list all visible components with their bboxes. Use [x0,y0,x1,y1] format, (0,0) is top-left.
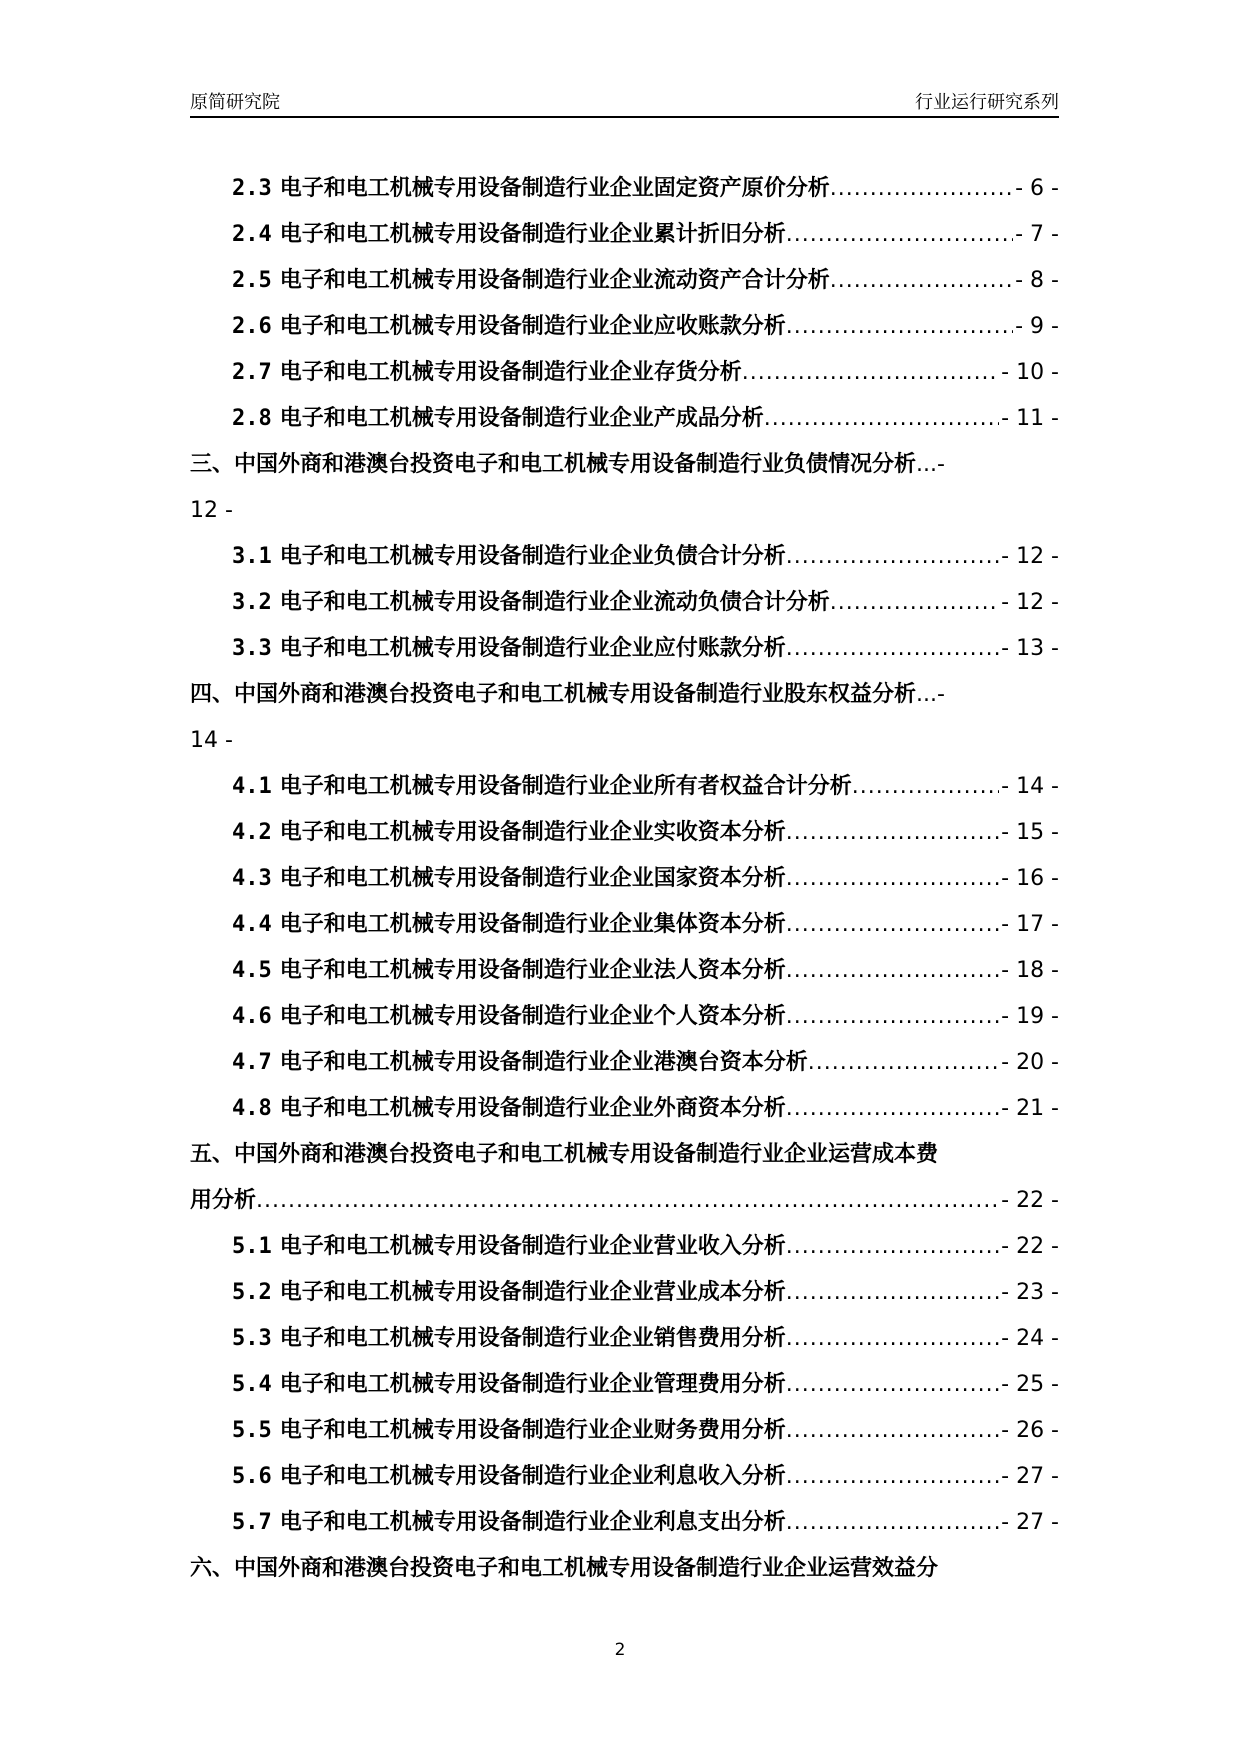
toc-entry-title: 电子和电工机械专用设备制造行业企业港澳台资本分析 [279,1050,808,1075]
toc-leader-dots [786,1500,999,1546]
toc-entry-title: 电子和电工机械专用设备制造行业企业集体资本分析 [279,912,786,937]
toc-leader-dots [786,1316,999,1362]
toc-entry[interactable] [190,580,1059,626]
toc-leader-dots [830,580,999,626]
toc-entry-title: 电子和电工机械专用设备制造行业企业固定资产原价分析 [279,176,830,201]
toc-leader-dots [786,948,999,994]
toc-leader-dots [786,810,999,856]
toc-entry[interactable] [190,1224,1059,1270]
toc-entry-page: - 11 - [1001,406,1059,431]
toc-entry[interactable] [190,1500,1059,1546]
toc-entry[interactable] [190,1086,1059,1132]
toc-leader-dots [786,304,1013,350]
toc-entry-page: - 15 - [1001,820,1059,845]
toc-leader-dots [830,258,1013,304]
toc-entry-number: 5.5 [232,1418,272,1443]
toc-entry-number: 4.4 [232,912,272,937]
toc-entry-number: 2.3 [232,176,272,201]
toc-leader-dots [786,902,999,948]
toc-entry-number: 5.4 [232,1372,272,1397]
toc-chapter-page: 12 - [190,498,233,523]
table-of-contents [190,166,1059,1592]
toc-entry-number: 4.3 [232,866,272,891]
toc-leader-dots [786,856,999,902]
toc-chapter-title: 三、中国外商和港澳台投资电子和电工机械专用设备制造行业负债情况分析 [190,452,917,477]
toc-entry-number: 2.5 [232,268,272,293]
toc-entry-page: - 16 - [1001,866,1059,891]
toc-entry-title: 电子和电工机械专用设备制造行业企业个人资本分析 [279,1004,786,1029]
toc-entry-number: 5.2 [232,1280,272,1305]
toc-entry[interactable] [190,304,1059,350]
toc-leader-dots [786,1224,999,1270]
toc-entry-page: - 12 - [1001,544,1059,569]
toc-entry-number: 4.1 [232,774,272,799]
toc-leader-dots [786,1362,999,1408]
toc-entry[interactable] [190,166,1059,212]
toc-leader-dots [786,1408,999,1454]
toc-entry[interactable] [190,902,1059,948]
toc-leader-dots [852,764,999,810]
toc-leader-dots [830,166,1013,212]
toc-entry[interactable] [190,994,1059,1040]
toc-entry[interactable] [190,1040,1059,1086]
toc-leader-dots [786,994,999,1040]
toc-entry-title: 电子和电工机械专用设备制造行业企业流动资产合计分析 [279,268,830,293]
toc-entry-page: - 20 - [1001,1050,1059,1075]
toc-entry-title: 电子和电工机械专用设备制造行业企业利息支出分析 [279,1510,786,1535]
toc-entry-title: 电子和电工机械专用设备制造行业企业流动负债合计分析 [279,590,830,615]
toc-entry-number: 5.6 [232,1464,272,1489]
toc-entry-page: - 19 - [1001,1004,1059,1029]
toc-entry-title: 电子和电工机械专用设备制造行业企业应付账款分析 [279,636,786,661]
toc-chapter-title-line [190,672,1059,718]
toc-group-4 [190,764,1059,1132]
toc-entry[interactable] [190,1408,1059,1454]
toc-entry[interactable] [190,396,1059,442]
toc-entry[interactable] [190,258,1059,304]
toc-entry-number: 5.1 [232,1234,272,1259]
toc-chapter-title-continuation [190,1178,1059,1224]
toc-chapter-3[interactable] [190,442,1059,534]
toc-entry[interactable] [190,1362,1059,1408]
toc-entry[interactable] [190,764,1059,810]
toc-chapter-title: 六、中国外商和港澳台投资电子和电工机械专用设备制造行业企业运营效益分 [190,1556,939,1581]
toc-entry-page: - 9 - [1015,314,1059,339]
toc-entry-page: - 17 - [1001,912,1059,937]
toc-entry-page: - 27 - [1001,1510,1059,1535]
toc-entry-page: - 25 - [1001,1372,1059,1397]
toc-leader-dots [786,212,1013,258]
toc-leader-dots [808,1040,999,1086]
toc-entry[interactable] [190,1316,1059,1362]
toc-chapter-title-rest: 用分析 [190,1188,257,1213]
toc-entry-page: - 27 - [1001,1464,1059,1489]
toc-entry-title: 电子和电工机械专用设备制造行业企业利息收入分析 [279,1464,786,1489]
toc-entry-title: 电子和电工机械专用设备制造行业企业实收资本分析 [279,820,786,845]
toc-entry-title: 电子和电工机械专用设备制造行业企业产成品分析 [279,406,764,431]
toc-leader-dots: ...- [916,452,945,477]
toc-entry-number: 2.6 [232,314,272,339]
toc-chapter-page: 14 - [190,728,233,753]
toc-entry-title: 电子和电工机械专用设备制造行业企业营业收入分析 [279,1234,786,1259]
toc-entry-page: - 18 - [1001,958,1059,983]
toc-group-2 [190,166,1059,442]
toc-entry-title: 电子和电工机械专用设备制造行业企业所有者权益合计分析 [279,774,852,799]
toc-entry-number: 2.8 [232,406,272,431]
toc-entry-page: - 21 - [1001,1096,1059,1121]
header-series-name: 行业运行研究系列 [915,92,1059,113]
toc-entry[interactable] [190,534,1059,580]
toc-leader-dots [786,1454,999,1500]
toc-entry-title: 电子和电工机械专用设备制造行业企业应收账款分析 [279,314,786,339]
toc-entry-number: 4.8 [232,1096,272,1121]
toc-entry-title: 电子和电工机械专用设备制造行业企业负债合计分析 [279,544,786,569]
toc-entry-page: - 24 - [1001,1326,1059,1351]
toc-chapter-5[interactable] [190,1132,1059,1224]
toc-leader-dots [786,626,999,672]
toc-chapter-title-line [190,1546,1059,1592]
toc-entry-title: 电子和电工机械专用设备制造行业企业外商资本分析 [279,1096,786,1121]
toc-entry[interactable] [190,212,1059,258]
toc-group-5 [190,1224,1059,1546]
toc-entry-title: 电子和电工机械专用设备制造行业企业累计折旧分析 [279,222,786,247]
toc-leader-dots [742,350,999,396]
toc-entry-page: - 13 - [1001,636,1059,661]
toc-entry-title: 电子和电工机械专用设备制造行业企业国家资本分析 [279,866,786,891]
toc-entry-title: 电子和电工机械专用设备制造行业企业销售费用分析 [279,1326,786,1351]
toc-entry-title: 电子和电工机械专用设备制造行业企业财务费用分析 [279,1418,786,1443]
page-number: 2 [614,1640,626,1660]
toc-entry[interactable] [190,350,1059,396]
toc-entry-title: 电子和电工机械专用设备制造行业企业存货分析 [279,360,742,385]
toc-entry-page: - 6 - [1015,176,1059,201]
toc-entry-page: - 23 - [1001,1280,1059,1305]
toc-leader-dots [786,1086,999,1132]
toc-chapter-title-line [190,1132,1059,1178]
toc-entry-title: 电子和电工机械专用设备制造行业企业法人资本分析 [279,958,786,983]
toc-chapter-page: - 22 - [1001,1188,1059,1213]
toc-entry-number: 3.1 [232,544,272,569]
toc-entry-page: - 22 - [1001,1234,1059,1259]
toc-entry-number: 4.6 [232,1004,272,1029]
toc-entry[interactable] [190,1270,1059,1316]
toc-entry-number: 5.3 [232,1326,272,1351]
toc-entry[interactable] [190,1454,1059,1500]
toc-entry[interactable] [190,810,1059,856]
toc-entry-number: 3.2 [232,590,272,615]
toc-entry[interactable] [190,626,1059,672]
toc-chapter-title-line [190,442,1059,488]
toc-entry-page: - 7 - [1015,222,1059,247]
toc-entry-number: 2.4 [232,222,272,247]
toc-entry-number: 2.7 [232,360,272,385]
toc-entry-page: - 26 - [1001,1418,1059,1443]
toc-entry-title: 电子和电工机械专用设备制造行业企业管理费用分析 [279,1372,786,1397]
toc-entry-number: 5.7 [232,1510,272,1535]
header-org-name: 原简研究院 [190,92,280,113]
toc-entry[interactable] [190,948,1059,994]
toc-entry-number: 4.2 [232,820,272,845]
page-header [190,88,1059,118]
toc-entry-title: 电子和电工机械专用设备制造行业企业营业成本分析 [279,1280,786,1305]
toc-entry-number: 4.5 [232,958,272,983]
toc-chapter-4[interactable] [190,672,1059,764]
toc-leader-dots [256,1178,999,1224]
toc-leader-dots [786,534,999,580]
toc-entry-page: - 12 - [1001,590,1059,615]
toc-chapter-6[interactable] [190,1546,1059,1592]
toc-leader-dots: ...- [916,682,945,707]
toc-chapter-title: 四、中国外商和港澳台投资电子和电工机械专用设备制造行业股东权益分析 [190,682,917,707]
toc-entry-page: - 8 - [1015,268,1059,293]
toc-leader-dots [764,396,999,442]
toc-entry-number: 3.3 [232,636,272,661]
toc-entry[interactable] [190,856,1059,902]
toc-entry-number: 4.7 [232,1050,272,1075]
toc-entry-page: - 14 - [1001,774,1059,799]
toc-leader-dots [786,1270,999,1316]
toc-chapter-title: 五、中国外商和港澳台投资电子和电工机械专用设备制造行业企业运营成本费 [190,1142,939,1167]
toc-group-3 [190,534,1059,672]
toc-entry-page: - 10 - [1001,360,1059,385]
